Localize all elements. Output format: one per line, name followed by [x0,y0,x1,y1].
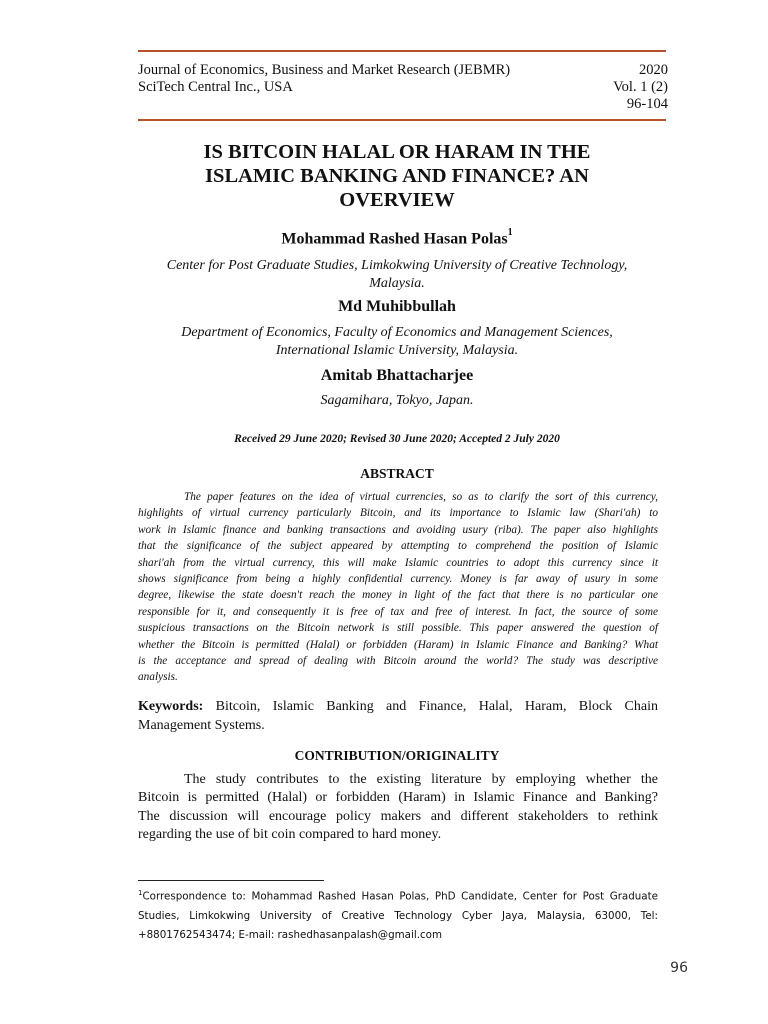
publication-dates: Received 29 June 2020; Revised 30 June 2020; Accepted 2 July 2020 [234,433,560,445]
contribution-line: Bitcoin is permitted (Halal) or forbidden (Haram) in Islamic Finance and Banking? [138,790,658,806]
abstract-line: responsible for it, and consequently it is free of tax and free of interest. In fact, the source of some [138,605,658,618]
contribution-line: regarding the use of bit coin compared to hard money. [138,827,442,843]
keywords-label: Keywords: [138,699,204,714]
title-line-1: IS BITCOIN HALAL OR HARAM IN THE [203,141,591,163]
contribution-body [138,771,658,845]
author-1-affiliation: Center for Post Graduate Studies, Limkokwing University of Creative Technology, Malaysia. [166,258,628,291]
abstract-line: whether the Bitcoin is permitted (Halal) or forbidden (Haram) in Islamic Finance and Banking? What [138,638,658,651]
publication-year: 2020 [639,62,668,78]
abstract-heading: ABSTRACT [360,466,434,481]
header-left [138,62,510,96]
abstract-body [138,489,658,686]
page-range: 96-104 [626,96,668,112]
abstract-line: that the significance of the subject appeared by attempting to comprehend the position of Islamic [138,540,658,553]
journal-name: Journal of Economics, Business and Market Research (JEBMR) [138,62,511,78]
abstract-line: suspicious transactions on the Bitcoin network is still possible. This paper answered the question of [138,622,658,635]
author-3-name: Amitab Bhattacharjee [320,367,474,384]
header-top-rule [138,50,666,52]
header-right [613,62,668,113]
abstract-line: degree, likewise the state doesn't reach the money in light of the fact that there is no particular one [138,589,658,602]
correspondence-footnote [138,884,658,946]
page-number: 96 [670,960,688,976]
title-line-2: ISLAMIC BANKING AND FINANCE? AN [205,165,589,187]
abstract-line: work in Islamic finance and banking transactions and avoiding usury (riba). The paper also highlights [138,523,658,536]
footnote-marker: 1 [138,889,143,897]
title-line-3: OVERVIEW [339,189,455,211]
keywords-section [138,697,658,735]
author-2-name: Md Muhibbullah [338,298,456,315]
author-1-name: Mohammad Rashed Hasan Polas$^1$ [281,227,513,248]
contribution-line: The study contributes to the existing literature by employing whether the [184,772,658,787]
contribution-heading: CONTRIBUTION/ORIGINALITY [294,748,500,763]
keywords-list: Bitcoin, Islamic Banking and Finance, Halal, Haram, Block Chain [215,699,659,714]
footnote-line-1: Correspondence to: Mohammad Rashed Hasan Polas, PhD Candidate, Center for Post Graduate [142,890,658,903]
publisher-name: SciTech Central Inc., USA [138,79,293,95]
keywords-list-continued: Management Systems. [138,718,265,733]
abstract-line: analysis. [138,671,178,684]
author-1-footnote-marker: 1 [507,227,513,238]
abstract-line: is the acceptance and spread of dealing with Bitcoin around the world? The study was descriptive [138,655,658,668]
abstract-line: shows significance from being a highly confidential currency. Money is far away of usury in some [138,573,658,586]
footnote-line-2: Studies, Limkokwing University of Creative Technology Cyber Jaya, Malaysia, 63000, Tel: [138,909,658,922]
footnote-separator [138,880,324,881]
author-2-affiliation: Department of Economics, Faculty of Economics and Management Sciences, International Islamic University, Malaysia. [181,325,613,358]
abstract-line: highlights of virtual currency particularly Bitcoin, and its importance to Islamic law (Shari'ah) to [138,507,658,520]
contribution-line: The discussion will encourage policy makers and different stakeholders to rethink [138,808,658,824]
header-bottom-rule [138,119,666,121]
author-3-affiliation: Sagamihara, Tokyo, Japan. [320,393,474,408]
footnote-line-3: +8801762543474; E-mail: rashedhasanpalash@gmail.com [138,929,442,942]
paper-title [138,140,656,212]
abstract-line: The paper features on the idea of virtual currencies, so as to clarify the sort of this currency, [184,491,658,503]
abstract-line: shari'ah from the virtual currency, this will make Islamic countries to adopt this currency since it [138,556,658,569]
volume-issue: Vol. 1 (2) [613,79,668,95]
